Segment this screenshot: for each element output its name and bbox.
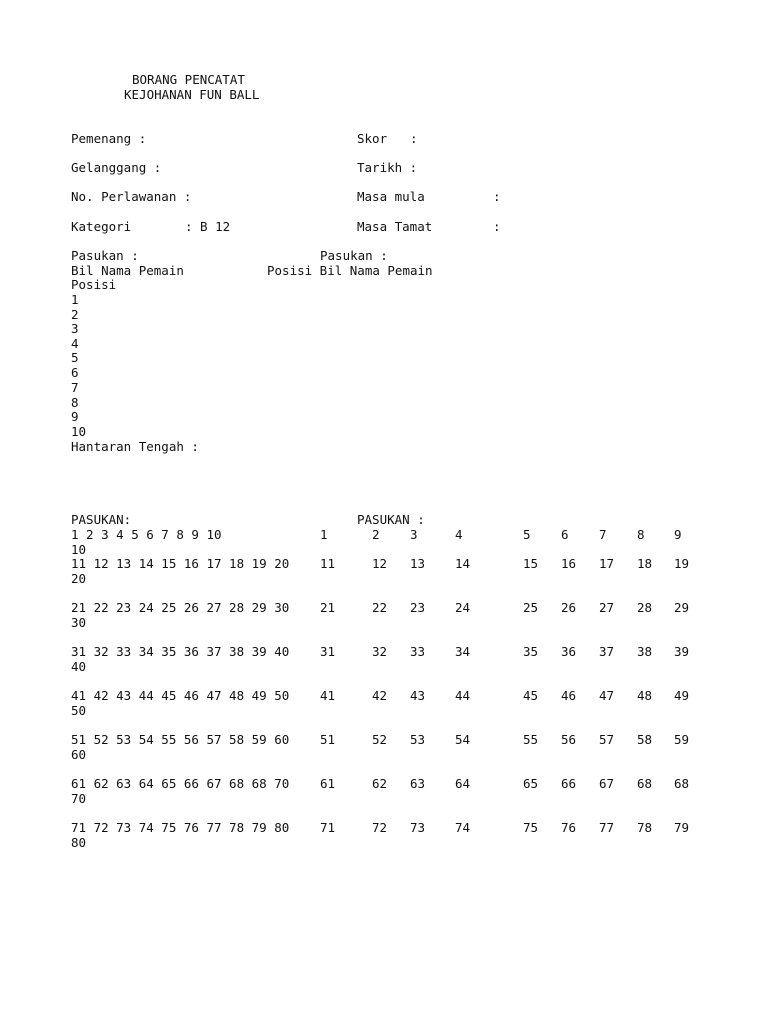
- roster-header-right: Posisi Bil Nama Pemain: [267, 263, 433, 278]
- score-row-wrap: 50: [71, 703, 87, 718]
- score-cell: 46: [561, 688, 577, 703]
- score-cell: 28: [637, 600, 653, 615]
- score-cell: 54: [455, 732, 471, 747]
- masa-tamat-label: Masa Tamat: [357, 219, 433, 234]
- score-row-left: 71 72 73 74 75 76 77 78 79 80: [71, 820, 290, 835]
- score-cell: 44: [455, 688, 471, 703]
- roster-header-wrap: Posisi: [71, 277, 117, 292]
- score-row-left: 61 62 63 64 65 66 67 68 68 70: [71, 776, 290, 791]
- score-cell: 63: [410, 776, 426, 791]
- score-cell: 78: [637, 820, 653, 835]
- score-cell: 6: [561, 527, 569, 542]
- score-cell: 41: [320, 688, 336, 703]
- pemenang-label: Pemenang :: [71, 131, 147, 146]
- player-number: 2: [71, 307, 79, 322]
- score-row-left: 31 32 33 34 35 36 37 38 39 40: [71, 644, 290, 659]
- player-number: 5: [71, 350, 79, 365]
- score-cell: 25: [523, 600, 539, 615]
- score-cell: 79: [674, 820, 690, 835]
- left-team-label: Pasukan :: [71, 248, 139, 263]
- score-cell: 15: [523, 556, 539, 571]
- score-cell: 76: [561, 820, 577, 835]
- skor-colon: :: [410, 131, 418, 146]
- score-cell: 37: [599, 644, 615, 659]
- score-cell: 38: [637, 644, 653, 659]
- player-number: 7: [71, 380, 79, 395]
- score-cell: 65: [523, 776, 539, 791]
- score-cell: 35: [523, 644, 539, 659]
- player-number: 10: [71, 424, 87, 439]
- masa-mula-colon: :: [493, 189, 501, 204]
- score-cell: 12: [372, 556, 388, 571]
- player-number: 8: [71, 395, 79, 410]
- score-row-wrap: 10: [71, 542, 87, 557]
- score-cell: 52: [372, 732, 388, 747]
- score-cell: 45: [523, 688, 539, 703]
- score-cell: 18: [637, 556, 653, 571]
- score-cell: 67: [599, 776, 615, 791]
- score-cell: 42: [372, 688, 388, 703]
- skor-label: Skor: [357, 131, 388, 146]
- score-cell: 17: [599, 556, 615, 571]
- score-cell: 19: [674, 556, 690, 571]
- score-cell: 66: [561, 776, 577, 791]
- score-cell: 73: [410, 820, 426, 835]
- score-cell: 9: [674, 527, 682, 542]
- score-cell: 22: [372, 600, 388, 615]
- score-cell: 75: [523, 820, 539, 835]
- player-number: 4: [71, 336, 79, 351]
- tarikh-label: Tarikh :: [357, 160, 418, 175]
- score-cell: 49: [674, 688, 690, 703]
- score-cell: 8: [637, 527, 645, 542]
- score-row-left: 21 22 23 24 25 26 27 28 29 30: [71, 600, 290, 615]
- score-cell: 77: [599, 820, 615, 835]
- score-cell: 47: [599, 688, 615, 703]
- kategori-label: Kategori: [71, 219, 132, 234]
- player-number: 9: [71, 409, 79, 424]
- score-cell: 16: [561, 556, 577, 571]
- score-cell: 1: [320, 527, 328, 542]
- score-cell: 55: [523, 732, 539, 747]
- hantaran-tengah-label: Hantaran Tengah :: [71, 439, 199, 454]
- score-cell: 33: [410, 644, 426, 659]
- score-cell: 56: [561, 732, 577, 747]
- title-line-2: KEJOHANAN FUN BALL: [124, 87, 260, 102]
- score-cell: 58: [637, 732, 653, 747]
- score-cell: 64: [455, 776, 471, 791]
- score-cell: 74: [455, 820, 471, 835]
- score-cell: 4: [455, 527, 463, 542]
- score-cell: 39: [674, 644, 690, 659]
- score-row-left: 1 2 3 4 5 6 7 8 9 10: [71, 527, 222, 542]
- score-cell: 31: [320, 644, 336, 659]
- player-number: 3: [71, 321, 79, 336]
- score-right-header: PASUKAN :: [357, 512, 425, 527]
- score-cell: 23: [410, 600, 426, 615]
- score-cell: 11: [320, 556, 336, 571]
- score-cell: 27: [599, 600, 615, 615]
- masa-mula-label: Masa mula: [357, 189, 425, 204]
- score-row-wrap: 60: [71, 747, 87, 762]
- score-cell: 26: [561, 600, 577, 615]
- score-cell: 53: [410, 732, 426, 747]
- score-left-header: PASUKAN:: [71, 512, 132, 527]
- score-cell: 24: [455, 600, 471, 615]
- score-row-left: 11 12 13 14 15 16 17 18 19 20: [71, 556, 290, 571]
- player-number: 1: [71, 292, 79, 307]
- kategori-value: : B 12: [185, 219, 231, 234]
- score-cell: 71: [320, 820, 336, 835]
- player-number: 6: [71, 365, 79, 380]
- score-cell: 36: [561, 644, 577, 659]
- score-cell: 62: [372, 776, 388, 791]
- score-cell: 29: [674, 600, 690, 615]
- roster-header-left: Bil Nama Pemain: [71, 263, 184, 278]
- no-perlawanan-label: No. Perlawanan :: [71, 189, 192, 204]
- score-cell: 3: [410, 527, 418, 542]
- score-cell: 43: [410, 688, 426, 703]
- score-cell: 14: [455, 556, 471, 571]
- score-row-wrap: 30: [71, 615, 87, 630]
- masa-tamat-colon: :: [493, 219, 501, 234]
- score-cell: 48: [637, 688, 653, 703]
- score-row-wrap: 70: [71, 791, 87, 806]
- score-cell: 32: [372, 644, 388, 659]
- score-cell: 13: [410, 556, 426, 571]
- score-cell: 51: [320, 732, 336, 747]
- right-team-label: Pasukan :: [320, 248, 388, 263]
- score-cell: 7: [599, 527, 607, 542]
- score-row-wrap: 80: [71, 835, 87, 850]
- gelanggang-label: Gelanggang :: [71, 160, 162, 175]
- score-cell: 68: [674, 776, 690, 791]
- score-row-left: 41 42 43 44 45 46 47 48 49 50: [71, 688, 290, 703]
- score-row-wrap: 20: [71, 571, 87, 586]
- score-cell: 21: [320, 600, 336, 615]
- score-cell: 34: [455, 644, 471, 659]
- title-line-1: BORANG PENCATAT: [132, 72, 245, 87]
- score-cell: 72: [372, 820, 388, 835]
- score-cell: 2: [372, 527, 380, 542]
- score-cell: 5: [523, 527, 531, 542]
- score-cell: 57: [599, 732, 615, 747]
- score-row-wrap: 40: [71, 659, 87, 674]
- score-cell: 68: [637, 776, 653, 791]
- score-row-left: 51 52 53 54 55 56 57 58 59 60: [71, 732, 290, 747]
- score-cell: 59: [674, 732, 690, 747]
- score-cell: 61: [320, 776, 336, 791]
